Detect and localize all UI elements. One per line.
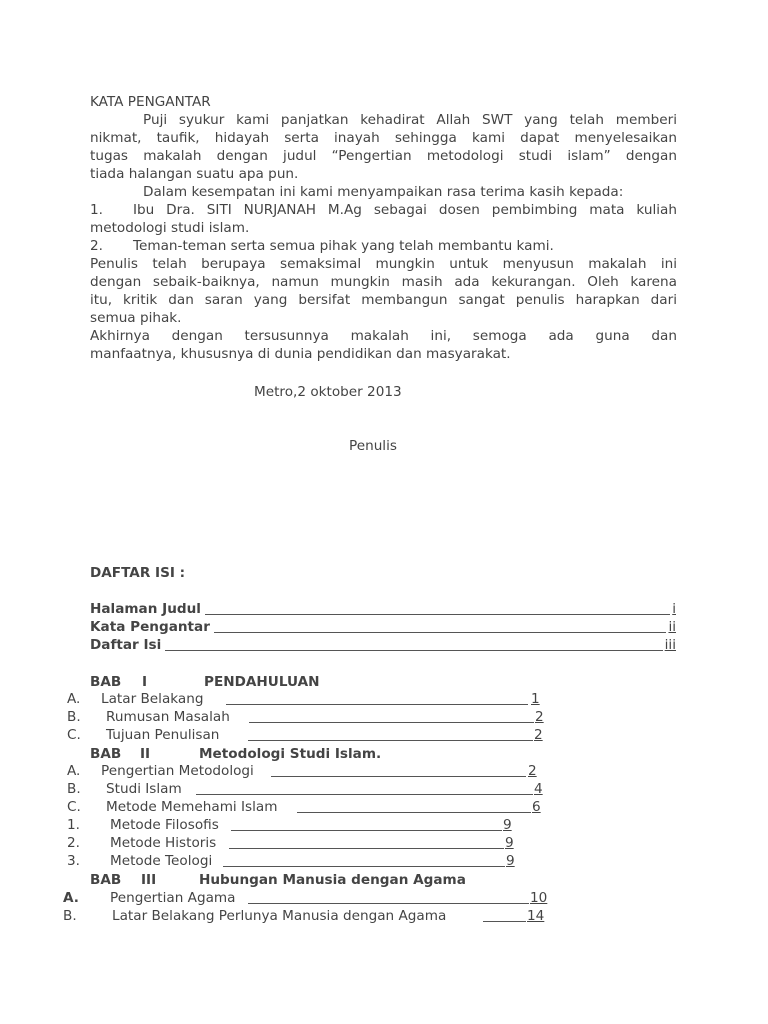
toc-front-page: iii [664,637,676,653]
toc-leader-line [297,798,531,813]
toc-label: Studi Islam [106,781,182,797]
paragraph-1-line-2: nikmat, taufik, hidayah serta inayah sehingga kami dapat menyelesaikan [90,130,677,146]
bab-1-label: BAB [90,674,122,690]
toc-label: Pengertian Metodologi [101,763,254,779]
toc-label: Metode Filosofis [110,817,219,833]
place-date: Metro,2 oktober 2013 [254,384,402,400]
toc-label: Latar Belakang Perlunya Manusia dengan Agama [112,908,447,924]
toc-marker: A. [63,890,79,906]
bab-3-label: BAB [90,872,122,888]
toc-marker: 1. [67,817,80,833]
list-item-1-number: 1. [90,202,103,218]
bab-3-number: III [141,872,157,888]
toc-marker: 3. [67,853,80,869]
toc-page: 2 [534,727,543,743]
paragraph-2: Dalam kesempatan ini kami menyampaikan rasa terima kasih kepada: [143,184,624,200]
toc-label: Tujuan Penulisan [106,727,220,743]
toc-marker: A. [67,691,81,707]
list-item-1-line-1: Ibu Dra. SITI NURJANAH M.Ag sebagai dosen pembimbing mata kuliah [133,202,677,218]
daftar-isi-title: DAFTAR ISI : [90,565,186,581]
toc-page: 10 [530,890,548,906]
toc-front-label: Kata Pengantar [90,619,210,635]
bab-1-number: I [142,674,148,690]
toc-leader-line [226,690,528,705]
toc-marker: B. [63,908,77,924]
toc-marker: 2. [67,835,80,851]
signature-penulis: Penulis [349,438,397,454]
toc-front-page: i [672,601,676,617]
paragraph-4-line-1: Akhirnya dengan tersusunnya makalah ini, semoga ada guna dan [90,328,677,344]
toc-front-label: Daftar Isi [90,637,162,653]
toc-page: 14 [527,908,545,924]
paragraph-3-line-2: dengan sebaik-baiknya, namun mungkin masih ada kekurangan. Oleh karena [90,274,677,290]
toc-label: Rumusan Masalah [106,709,230,725]
bab-2-label: BAB [90,746,122,762]
toc-leader-line [271,762,526,777]
toc-marker: B. [67,781,81,797]
paragraph-3-line-4: semua pihak. [90,310,182,326]
toc-front-row [90,600,676,618]
paragraph-3-line-3: itu, kritik dan saran yang bersifat membangun sangat penulis harapkan dari [90,292,677,308]
toc-page: 2 [535,709,544,725]
toc-page: 6 [532,799,541,815]
bab-2-number: II [140,746,151,762]
toc-leader-line [223,852,505,867]
toc-page: 4 [534,781,543,797]
paragraph-1-line-3: tugas makalah dengan judul “Pengertian metodologi studi islam” dengan [90,148,677,164]
toc-leader-line [205,600,670,615]
bab-1-title: PENDAHULUAN [204,674,320,690]
toc-marker: B. [67,709,81,725]
paragraph-1-line-4: tiada halangan suatu apa pun. [90,166,299,182]
list-item-1-line-2: metodologi studi islam. [90,220,250,236]
toc-leader-line [248,889,529,904]
toc-marker: C. [67,799,81,815]
toc-label: Metode Historis [110,835,217,851]
toc-leader-line [229,834,504,849]
toc-label: Metode Memehami Islam [106,799,278,815]
toc-front-row [90,618,676,636]
toc-leader-line [248,726,533,741]
toc-front-page: ii [668,619,676,635]
paragraph-3-line-1: Penulis telah berupaya semaksimal mungkin untuk menyusun makalah ini [90,256,677,272]
bab-2-title: Metodologi Studi Islam. [199,746,382,762]
paragraph-1-line-1: Puji syukur kami panjatkan kehadirat Allah SWT yang telah memberi [143,112,677,128]
list-item-2-text: Teman-teman serta semua pihak yang telah membantu kami. [133,238,554,254]
toc-front-row [90,636,676,654]
toc-page: 1 [531,691,540,707]
kata-pengantar-title: KATA PENGANTAR [90,94,211,110]
toc-page: 2 [528,763,537,779]
toc-marker: C. [67,727,81,743]
toc-page: 9 [506,853,515,869]
toc-leader-line [249,708,534,723]
paragraph-4-line-2: manfaatnya, khususnya di dunia pendidikan dan masyarakat. [90,346,511,362]
toc-page: 9 [503,817,512,833]
list-item-2-number: 2. [90,238,103,254]
toc-leader-line [231,816,502,831]
toc-leader-line [165,636,662,651]
toc-label: Latar Belakang [101,691,204,707]
toc-leader-line [196,780,533,795]
toc-page: 9 [505,835,514,851]
bab-3-title: Hubungan Manusia dengan Agama [199,872,466,888]
toc-leader-line [214,618,667,633]
toc-leader-line [483,907,526,922]
toc-label: Pengertian Agama [110,890,236,906]
toc-marker: A. [67,763,81,779]
toc-front-label: Halaman Judul [90,601,201,617]
toc-label: Metode Teologi [110,853,213,869]
